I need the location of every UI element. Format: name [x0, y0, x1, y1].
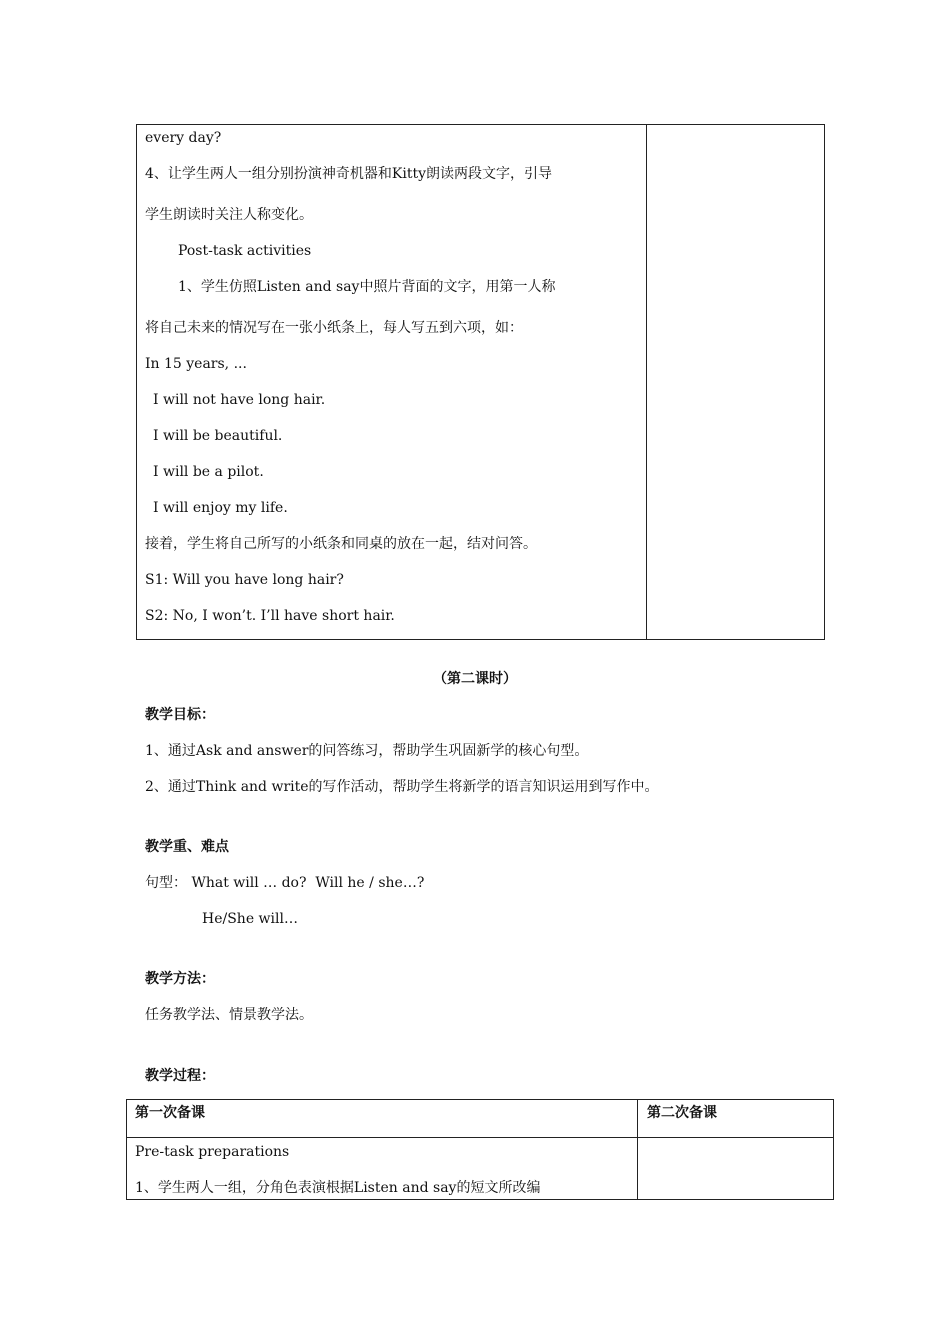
table-line: I will be beautiful. [153, 428, 283, 444]
table-top [136, 124, 825, 640]
process-heading: 教学过程： [145, 1068, 215, 1084]
table-line: I will enjoy my life. [153, 500, 288, 516]
table-line: Post-task activities [178, 243, 312, 259]
key-points-heading: 教学重、难点 [145, 839, 229, 855]
table-line: S2: No, I won’t. I’ll have short hair. [145, 608, 395, 624]
table-line: 1、学生仿照Listen and say中照片背面的文字，用第一人称 [178, 279, 556, 295]
objective-item: 1、通过Ask and answer的问答练习，帮助学生巩固新学的核心句型。 [145, 743, 589, 759]
table-line: I will be a pilot. [153, 464, 264, 480]
table-line: Pre-task preparations [135, 1144, 290, 1160]
table-line: 将自己未来的情况写在一张小纸条上，每人写五到六项，如： [145, 320, 523, 336]
table-header-first-prep: 第一次备课 [135, 1105, 205, 1121]
table-line: every day? [145, 130, 222, 146]
table-line: 学生朗读时关注人称变化。 [145, 207, 313, 223]
table-line: 1、学生两人一组，分角色表演根据Listen and say的短文所改编 [135, 1180, 541, 1196]
key-points-line: 句型： What will … do? Will he / she…? [145, 875, 425, 891]
table-line: S1: Will you have long hair? [145, 572, 344, 588]
table-top-divider [646, 124, 647, 640]
objectives-heading: 教学目标： [145, 707, 215, 723]
objective-item: 2、通过Think and write的写作活动，帮助学生将新学的语言知识运用到写作中。 [145, 779, 659, 795]
table-bottom-divider [637, 1099, 638, 1200]
table-line: 接着，学生将自己所写的小纸条和同桌的放在一起，结对问答。 [145, 536, 537, 552]
table-line: In 15 years, ... [145, 356, 247, 372]
table-line: I will not have long hair. [153, 392, 326, 408]
table-line: 4、让学生两人一组分别扮演神奇机器和Kitty朗读两段文字，引导 [145, 166, 553, 182]
lesson-title: （第二课时） [433, 671, 517, 687]
methods-heading: 教学方法： [145, 971, 215, 987]
table-bottom-header-rule [126, 1137, 834, 1138]
key-points-line: He/She will… [202, 911, 298, 927]
table-header-second-prep: 第二次备课 [647, 1105, 717, 1121]
methods-text: 任务教学法、情景教学法。 [145, 1007, 313, 1023]
